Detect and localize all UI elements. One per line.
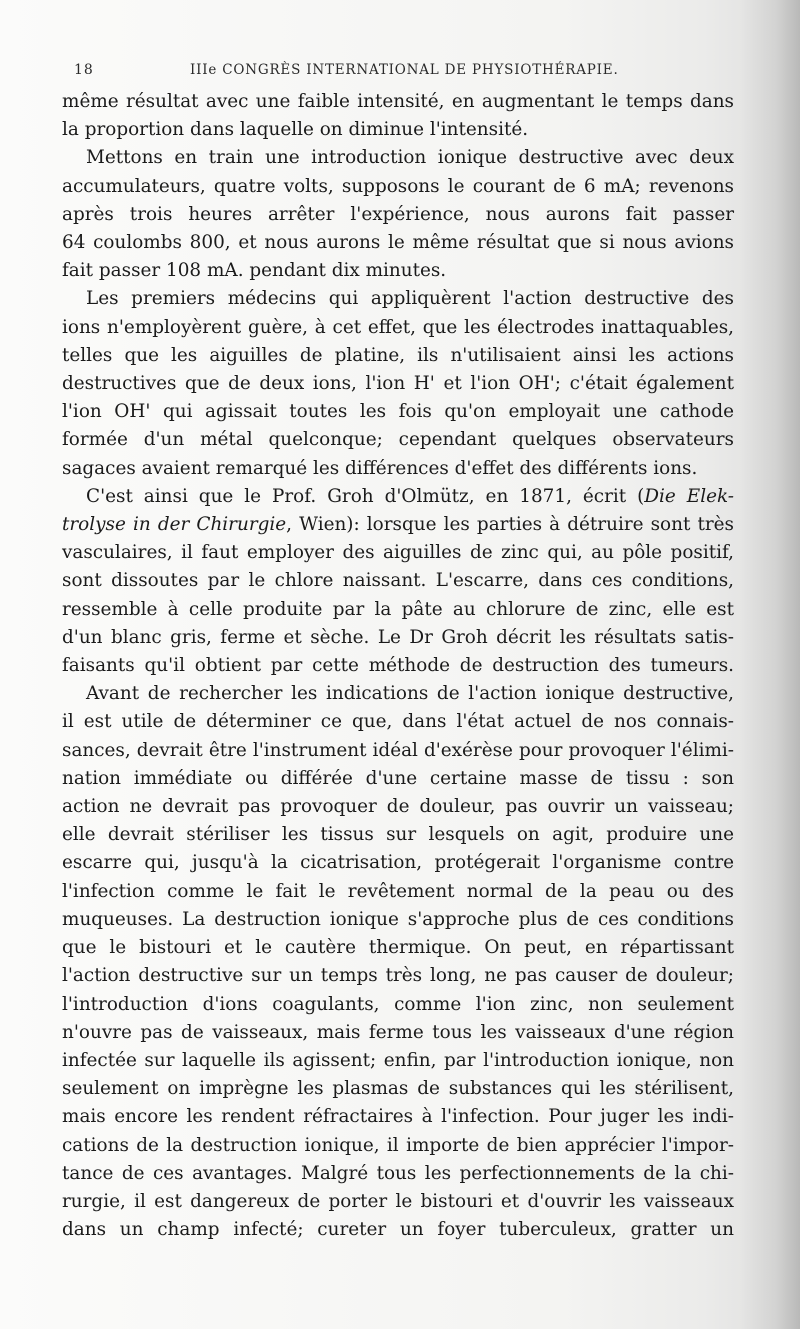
paragraph-3: [62, 285, 734, 482]
text-line: l'infection comme le fait le revêtement normal de la peau ou des: [62, 880, 734, 902]
text-line: accumulateurs, quatre volts, supposons le courant de 6 mA; revenons: [62, 175, 734, 197]
book-title-italic: trolyse in der Chirurgie: [62, 514, 287, 536]
text-line: l'ion OH' qui agissait toutes les fois qu'on employait une cathode: [62, 401, 734, 423]
text-line: l'action destructive sur un temps très long, ne pas causer de douleur;: [62, 965, 734, 987]
body-text: [62, 88, 734, 1244]
text-line: que le bistouri et le cautère thermique. On peut, en répartissant: [62, 937, 734, 959]
text-line: d'un blanc gris, ferme et sèche. Le Dr Groh décrit les résultats satis-: [62, 626, 734, 648]
binding-shadow: [740, 0, 800, 1329]
text-line: la proportion dans laquelle on diminue l'intensité.: [62, 119, 529, 141]
text-run: C'est ainsi que le Prof. Groh d'Olmütz, en 1871, écrit (: [86, 485, 645, 507]
text-line: n'ouvre pas de vaisseaux, mais ferme tous les vaisseaux d'une région: [62, 1021, 734, 1043]
text-line: elle devrait stériliser les tissus sur lesquels on agit, produire une: [62, 824, 734, 846]
text-line: formée d'un métal quelconque; cependant quelques observateurs: [62, 429, 734, 451]
text-line: [62, 483, 734, 511]
text-line: 64 coulombs 800, et nous aurons le même résultat que si nous avions: [62, 232, 734, 254]
text-line: destructives que de deux ions, l'ion H' et l'ion OH'; c'était également: [62, 373, 734, 395]
paragraph-4: [62, 483, 734, 680]
text-line: action ne devrait pas provoquer de douleur, pas ouvrir un vaisseau;: [62, 796, 734, 818]
text-line: faisants qu'il obtient par cette méthode de destruction des tumeurs.: [62, 655, 734, 677]
text-line: sagaces avaient remarqué les différences d'effet des différents ions.: [62, 457, 698, 479]
page-number: 18: [74, 62, 94, 78]
text-line: fait passer 108 mA. pendant dix minutes.: [62, 260, 447, 282]
text-line: il est utile de déterminer ce que, dans l'état actuel de nos connais-: [62, 711, 734, 733]
text-line: sont dissoutes par le chlore naissant. L'escarre, dans ces conditions,: [62, 570, 734, 592]
text-line: mais encore les rendent réfractaires à l'infection. Pour juger les indi-: [62, 1106, 734, 1128]
text-line: nation immédiate ou différée d'une certaine masse de tissu : son: [62, 767, 734, 789]
paragraph-2: [62, 144, 734, 285]
paragraph-5: [62, 680, 734, 1244]
text-line: après trois heures arrêter l'expérience, nous aurons fait passer: [62, 203, 734, 225]
text-line: l'introduction d'ions coagulants, comme l'ion zinc, non seulement: [62, 993, 734, 1015]
text-line: muqueuses. La destruction ionique s'approche plus de ces conditions: [62, 908, 734, 930]
text-line: escarre qui, jusqu'à la cicatrisation, protégerait l'organisme contre: [62, 852, 734, 874]
text-line: rurgie, il est dangereux de porter le bistouri et d'ouvrir les vaisseaux: [62, 1190, 734, 1212]
text-line: seulement on imprègne les plasmas de substances qui les stérilisent,: [62, 1078, 734, 1100]
text-line: cations de la destruction ionique, il importe de bien apprécier l'impor-: [62, 1134, 734, 1156]
text-line: ressemble à celle produite par la pâte au chlorure de zinc, elle est: [62, 598, 734, 620]
text-line: tance de ces avantages. Malgré tous les perfectionnements de la chi-: [62, 1162, 734, 1184]
text-run: , Wien): lorsque les parties à détruire sont très: [286, 514, 734, 536]
text-line: telles que les aiguilles de platine, ils n'utilisaient ainsi les actions: [62, 344, 734, 366]
text-line: infectée sur laquelle ils agissent; enfin, par l'introduction ionique, non: [62, 1049, 734, 1071]
book-title-italic: Die Elek-: [644, 485, 734, 507]
text-line: Mettons en train une introduction ionique destructive avec deux: [86, 147, 734, 169]
text-line: Les premiers médecins qui appliquèrent l'action destructive des: [86, 288, 734, 310]
paragraph-1: [62, 88, 734, 144]
text-line: même résultat avec une faible intensité, en augmentant le temps dans: [62, 91, 734, 112]
text-line: sances, devrait être l'instrument idéal d'exérèse pour provoquer l'élimi-: [62, 739, 734, 761]
text-line: dans un champ infecté; cureter un foyer tuberculeux, gratter un: [62, 1219, 734, 1241]
running-head: [74, 60, 734, 84]
running-title: IIIe CONGRÈS INTERNATIONAL DE PHYSIOTHÉRAPIE.: [190, 62, 619, 78]
text-line: vasculaires, il faut employer des aiguilles de zinc qui, au pôle positif,: [62, 542, 734, 564]
text-line: [62, 511, 734, 539]
text-line: ions n'employèrent guère, à cet effet, que les électrodes inattaquables,: [62, 316, 734, 338]
text-line: Avant de rechercher les indications de l'action ionique destructive,: [86, 683, 734, 705]
